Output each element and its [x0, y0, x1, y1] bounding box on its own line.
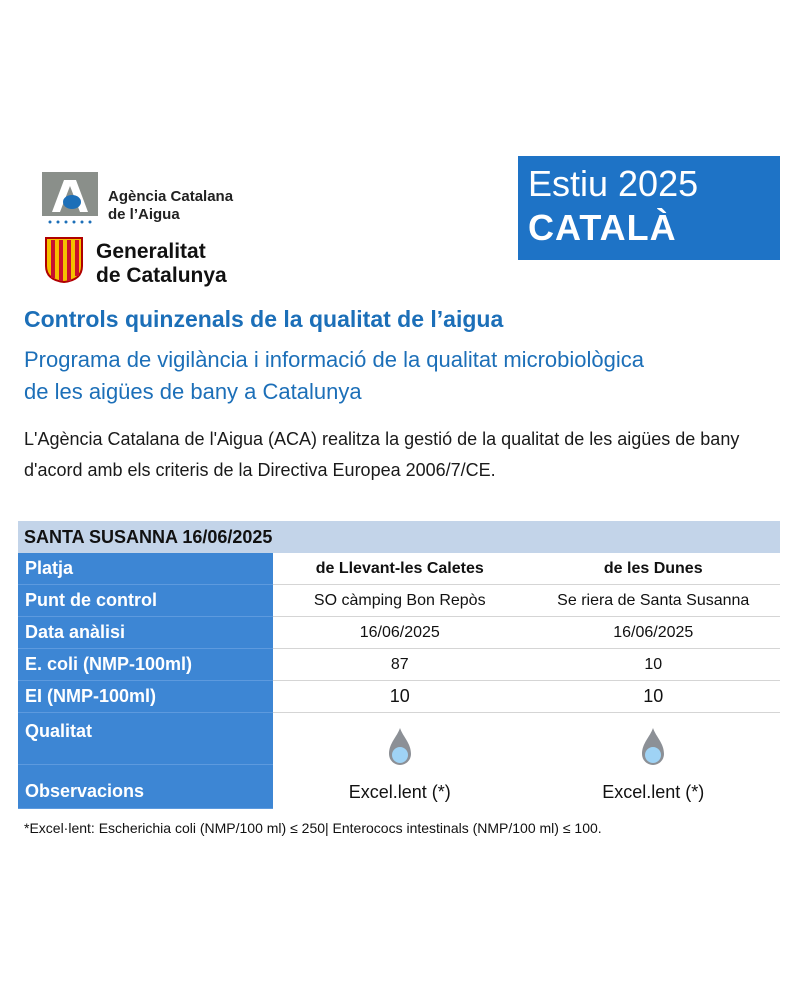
- table-cell: [273, 713, 527, 765]
- results-table: [18, 521, 780, 809]
- table-cell: 16/06/2025: [527, 617, 781, 649]
- gen-name-line2: de Catalunya: [96, 264, 227, 287]
- table-cell: de Llevant-les Caletes: [273, 553, 527, 585]
- table-cell: 10: [273, 681, 527, 713]
- row-label: E. coli (NMP-100ml): [18, 649, 273, 681]
- row-label: EI (NMP-100ml): [18, 681, 273, 713]
- table-row-ei: [18, 681, 780, 713]
- table-cell: de les Dunes: [527, 553, 781, 585]
- row-label: Qualitat: [18, 713, 273, 765]
- aca-name-line2: de l’Aigua: [108, 206, 180, 223]
- table-row-qualitat: [18, 713, 780, 765]
- table-row-data-analisi: [18, 617, 780, 649]
- page-subtitle: Programa de vigilància i informació de la qualitat microbiològica de les aigües de bany a Catalunya: [24, 347, 644, 404]
- page-title: Controls quinzenals de la qualitat de l’aigua: [24, 306, 504, 332]
- table-row-platja: [18, 553, 780, 585]
- logos: [40, 172, 300, 292]
- season-year: Estiu 2025: [528, 163, 699, 204]
- table-cell: Excel.lent (*): [348, 782, 451, 802]
- table-cell: 87: [273, 649, 527, 681]
- table-cell: 10: [527, 681, 781, 713]
- season-language: CATALÀ: [528, 207, 677, 248]
- row-label: Punt de control: [18, 585, 273, 617]
- season-box: [518, 156, 780, 260]
- table-header: SANTA SUSANNA 16/06/2025: [18, 521, 780, 553]
- table-cell: Se riera de Santa Susanna: [527, 585, 781, 617]
- table-cell: SO càmping Bon Repòs: [273, 585, 527, 617]
- generalitat-name: [96, 240, 227, 288]
- table-cell: Excel.lent (*): [602, 782, 705, 802]
- water-drop-icon: [387, 727, 413, 767]
- generalitat-shield-icon: [44, 236, 84, 284]
- aca-logo-icon: [42, 172, 98, 226]
- footnote: *Excel·lent: Escherichia coli (NMP/100 ml) ≤ 250| Enterococs intestinals (NMP/100 ml) ≤ 100.: [24, 820, 602, 836]
- intro-text: L'Agència Catalana de l'Aigua (ACA) realitza la gestió de la qualitat de les aigües de bany d'acord amb els criteris de la Directiva Europea 2006/7/CE.: [24, 429, 740, 480]
- row-label: Platja: [18, 553, 273, 585]
- aca-name-line1: Agència Catalana: [108, 188, 234, 205]
- gen-name-line1: Generalitat: [96, 240, 206, 263]
- aca-name: [108, 188, 233, 224]
- water-drop-icon: [640, 727, 666, 767]
- row-label: Data anàlisi: [18, 617, 273, 649]
- table-row-ecoli: [18, 649, 780, 681]
- table-cell: 10: [527, 649, 781, 681]
- table-row-punt-control: [18, 585, 780, 617]
- row-label: Observacions: [18, 765, 273, 809]
- table-row-observacions: [18, 765, 780, 809]
- table-cell: [527, 713, 781, 765]
- table-cell: 16/06/2025: [273, 617, 527, 649]
